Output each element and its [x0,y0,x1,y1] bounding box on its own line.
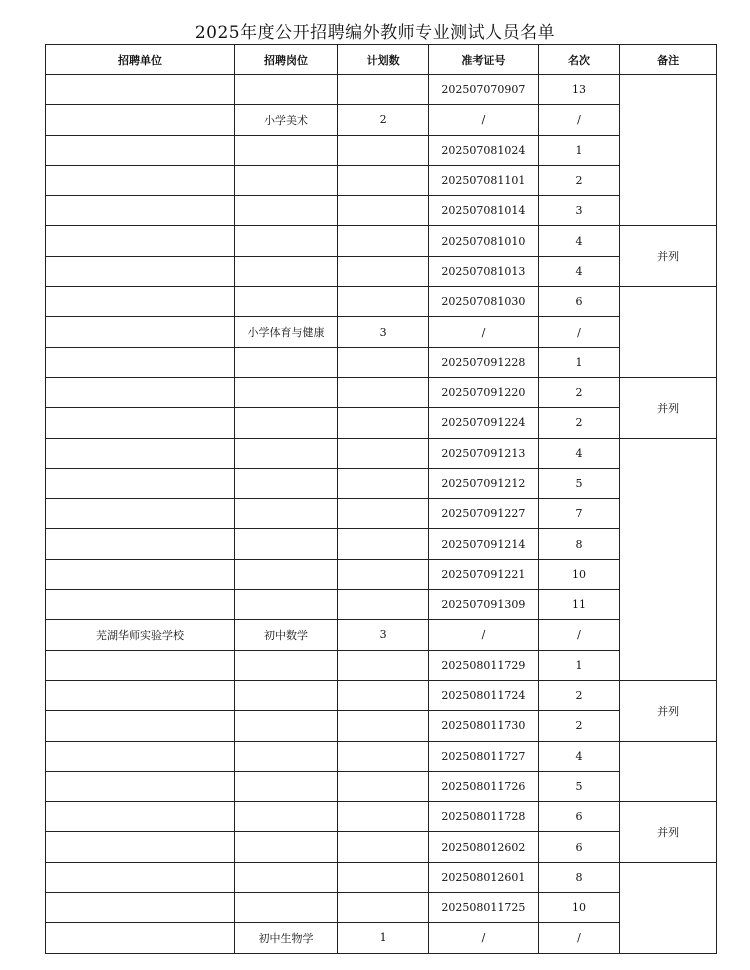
cell-unit [46,438,235,468]
cell-position [234,741,337,771]
table-row [46,862,717,892]
table-row [46,680,717,710]
cell-rank: 2 [538,165,620,195]
table-row [46,196,717,226]
cell-ticket: 202507091224 [429,408,538,438]
cell-plan [337,75,428,105]
cell-ticket: 202508011724 [429,680,538,710]
table-body [46,75,717,954]
cell-plan [337,408,428,438]
cell-rank: 13 [538,75,620,105]
cell-plan [337,196,428,226]
header-rank: 名次 [538,45,620,75]
cell-rank: 2 [538,408,620,438]
cell-unit [46,741,235,771]
cell-position [234,680,337,710]
cell-unit [46,408,235,438]
cell-unit [46,165,235,195]
cell-position [234,499,337,529]
cell-unit [46,559,235,589]
cell-ticket: 202507081013 [429,256,538,286]
cell-ticket: 202507091227 [429,499,538,529]
cell-ticket: 202507091228 [429,347,538,377]
cell-plan [337,256,428,286]
header-ticket: 准考证号 [429,45,538,75]
table-row [46,802,717,832]
cell-unit [46,347,235,377]
table-row [46,529,717,559]
cell-ticket: 202507091221 [429,559,538,589]
cell-unit [46,590,235,620]
cell-rank: 8 [538,862,620,892]
cell-unit [46,317,235,347]
cell-unit [46,287,235,317]
table-row [46,893,717,923]
cell-rank: 4 [538,438,620,468]
cell-note [620,75,717,226]
table-row [46,923,717,953]
cell-position [234,165,337,195]
cell-position [234,802,337,832]
cell-plan [337,711,428,741]
cell-position [234,771,337,801]
table-row [46,105,717,135]
cell-position: 初中数学 [234,620,337,650]
cell-note [620,287,717,378]
cell-rank: / [538,105,620,135]
cell-position [234,347,337,377]
table-row [46,741,717,771]
cell-rank: 11 [538,590,620,620]
table-row [46,832,717,862]
cell-position: 小学美术 [234,105,337,135]
cell-note [620,862,717,953]
cell-unit [46,196,235,226]
cell-ticket: 202507081101 [429,165,538,195]
cell-unit [46,468,235,498]
cell-rank: 4 [538,741,620,771]
table-row [46,499,717,529]
cell-position [234,256,337,286]
table-row [46,135,717,165]
cell-ticket: / [429,923,538,953]
cell-ticket: 202507091212 [429,468,538,498]
cell-plan [337,862,428,892]
cell-unit: 芜湖华师实验学校 [46,620,235,650]
cell-note [620,438,717,680]
cell-ticket: 202507081010 [429,226,538,256]
cell-plan [337,741,428,771]
cell-plan [337,438,428,468]
cell-ticket: / [429,620,538,650]
table-row [46,75,717,105]
cell-rank: 1 [538,135,620,165]
cell-note [620,741,717,802]
cell-rank: 2 [538,680,620,710]
cell-position [234,529,337,559]
cell-ticket: 202507091220 [429,377,538,407]
cell-rank: 1 [538,650,620,680]
cell-ticket: 202507081014 [429,196,538,226]
cell-plan [337,590,428,620]
table-row [46,559,717,589]
table-row [46,317,717,347]
cell-unit [46,377,235,407]
table-header-row [46,45,717,75]
cell-rank: 7 [538,499,620,529]
header-note: 备注 [620,45,717,75]
header-plan: 计划数 [337,45,428,75]
cell-ticket: 202508011726 [429,771,538,801]
cell-rank: 4 [538,226,620,256]
cell-ticket: 202508011730 [429,711,538,741]
cell-note: 并列 [620,226,717,287]
cell-position [234,590,337,620]
table-row [46,711,717,741]
cell-ticket: 202508011728 [429,802,538,832]
table-row [46,226,717,256]
cell-plan [337,802,428,832]
cell-rank: 1 [538,347,620,377]
table-row [46,590,717,620]
cell-plan [337,650,428,680]
cell-note: 并列 [620,802,717,863]
cell-note: 并列 [620,377,717,438]
cell-rank: 2 [538,711,620,741]
cell-unit [46,862,235,892]
cell-rank: 4 [538,256,620,286]
cell-plan [337,468,428,498]
cell-position [234,862,337,892]
cell-plan: 2 [337,105,428,135]
cell-plan [337,832,428,862]
cell-position [234,287,337,317]
cell-ticket: 202507091213 [429,438,538,468]
header-unit: 招聘单位 [46,45,235,75]
cell-note: 并列 [620,680,717,741]
cell-ticket: 202508011725 [429,893,538,923]
cell-position: 初中生物学 [234,923,337,953]
cell-rank: 5 [538,468,620,498]
table-row [46,256,717,286]
table-row [46,468,717,498]
cell-rank: / [538,620,620,650]
cell-rank: 6 [538,802,620,832]
cell-plan: 1 [337,923,428,953]
cell-rank: 8 [538,529,620,559]
cell-rank: 10 [538,559,620,589]
cell-unit [46,893,235,923]
cell-unit [46,75,235,105]
cell-position [234,438,337,468]
cell-position [234,226,337,256]
cell-unit [46,802,235,832]
cell-unit [46,529,235,559]
cell-unit [46,680,235,710]
cell-ticket: 202507091214 [429,529,538,559]
cell-unit [46,226,235,256]
cell-unit [46,650,235,680]
cell-plan [337,771,428,801]
table-row [46,165,717,195]
cell-unit [46,711,235,741]
table-row [46,650,717,680]
cell-position [234,650,337,680]
cell-plan: 3 [337,620,428,650]
cell-position [234,711,337,741]
cell-plan: 3 [337,317,428,347]
header-position: 招聘岗位 [234,45,337,75]
cell-plan [337,893,428,923]
cell-unit [46,771,235,801]
cell-plan [337,680,428,710]
table-row [46,347,717,377]
table-row [46,377,717,407]
cell-plan [337,559,428,589]
cell-ticket: 202508011727 [429,741,538,771]
cell-rank: / [538,317,620,347]
cell-rank: 2 [538,377,620,407]
cell-ticket: 202508012601 [429,862,538,892]
cell-ticket: / [429,317,538,347]
cell-unit [46,256,235,286]
cell-ticket: 202508011729 [429,650,538,680]
cell-unit [46,105,235,135]
cell-ticket: 202507081024 [429,135,538,165]
cell-position [234,75,337,105]
cell-plan [337,287,428,317]
cell-ticket: 202507081030 [429,287,538,317]
cell-plan [337,529,428,559]
candidate-table [45,44,717,954]
cell-position [234,196,337,226]
cell-plan [337,135,428,165]
cell-rank: 5 [538,771,620,801]
cell-unit [46,923,235,953]
cell-plan [337,165,428,195]
cell-plan [337,226,428,256]
cell-plan [337,347,428,377]
cell-rank: 10 [538,893,620,923]
cell-rank: 6 [538,287,620,317]
cell-position [234,408,337,438]
cell-rank: 3 [538,196,620,226]
cell-unit [46,832,235,862]
cell-position [234,468,337,498]
cell-plan [337,499,428,529]
cell-ticket: 202507070907 [429,75,538,105]
table-row [46,771,717,801]
cell-rank: 6 [538,832,620,862]
cell-position [234,135,337,165]
page-title: 2025年度公开招聘编外教师专业测试人员名单 [194,23,556,43]
table-row [46,438,717,468]
cell-rank: / [538,923,620,953]
cell-position [234,893,337,923]
cell-unit [46,135,235,165]
cell-position: 小学体育与健康 [234,317,337,347]
cell-position [234,832,337,862]
cell-plan [337,377,428,407]
cell-ticket: / [429,105,538,135]
cell-position [234,559,337,589]
table-row [46,620,717,650]
cell-ticket: 202507091309 [429,590,538,620]
table-row [46,408,717,438]
table-row [46,287,717,317]
cell-unit [46,499,235,529]
cell-position [234,377,337,407]
cell-ticket: 202508012602 [429,832,538,862]
